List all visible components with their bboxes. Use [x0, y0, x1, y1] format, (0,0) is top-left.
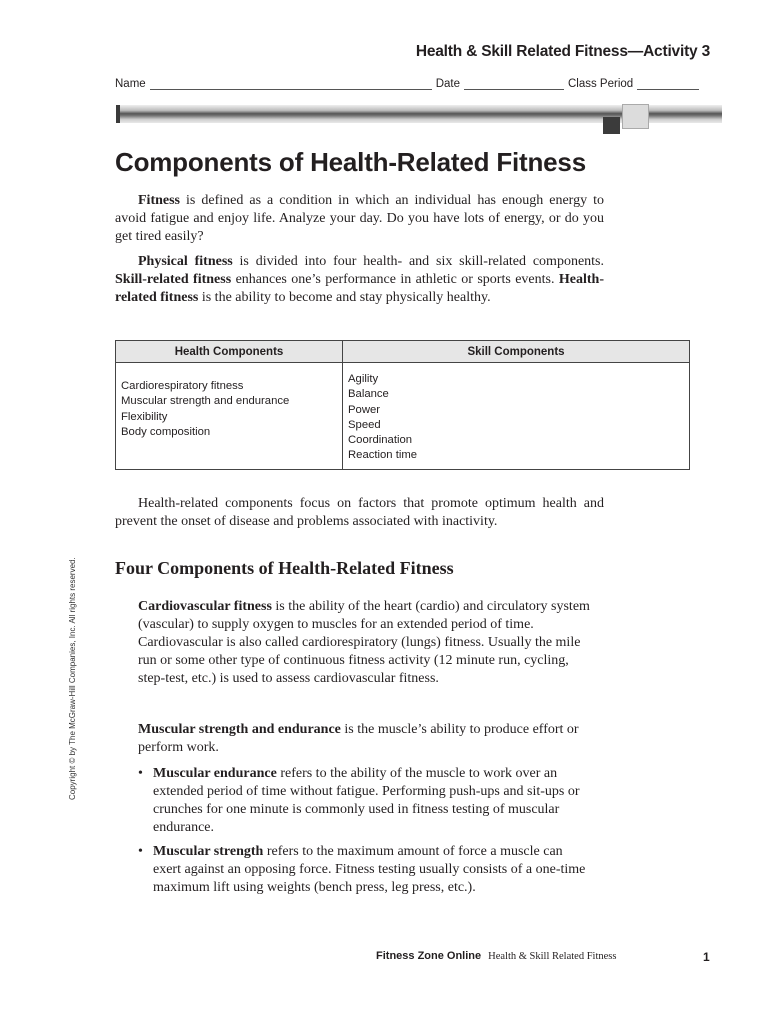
activity-title: Health & Skill Related Fitness—Activity 3	[415, 43, 710, 60]
skill-components-cell	[343, 363, 690, 470]
list-item: Agility	[348, 373, 379, 385]
term-muscular-endurance: Muscular endurance	[153, 766, 277, 781]
term-health-related-fitness: Health-related fitness	[115, 272, 604, 306]
page-footer	[376, 950, 616, 962]
intro-paragraph-2: Physical fitness is divided into four health- and six skill-related components. Skill-related fitness enhances one’s performance in athletic or sports events. Health-related fitness is the ability to become and stay physically healthy.	[115, 254, 605, 306]
cardiovascular-paragraph: Cardiovascular fitness is the ability of the heart (cardio) and circulatory system (vascular) to supply oxygen to muscles for an extended period of time. Cardiovascular is also called cardiorespiratory (lungs) fitness. Usually the mile run or some other type of continuous fitness activity (12 minute run, cycling, step-test, etc.) is used to assess cardiovascular fitness.	[138, 599, 590, 686]
list-item: Coordination	[348, 434, 413, 447]
components-table	[115, 340, 690, 470]
list-item: • Muscular strength refers to the maximum amount of force a muscle can exert against an opposing force. Fitness testing usually consists of a one-time maximum lift using weights (bench press, leg press, etc.).	[138, 844, 586, 895]
term-cardiovascular-fitness: Cardiovascular fitness	[138, 599, 272, 614]
class-period-blank	[637, 80, 699, 90]
list-item: Power	[348, 403, 381, 416]
list-item: Balance	[348, 388, 389, 401]
term-physical-fitness: Physical fitness	[138, 254, 233, 269]
list-item: Body composition	[121, 425, 211, 438]
footer-series: Fitness Zone Online	[376, 950, 482, 962]
section-heading: Four Components of Health-Related Fitness	[115, 558, 454, 578]
term-muscular-strength: Muscular strength	[153, 844, 264, 859]
page-number: 1	[703, 950, 710, 964]
intro-paragraph-1: Fitness is defined as a condition in which an individual has enough energy to avoid fatigue and enjoy life. Analyze your day. Do you have lots of energy, or do you get tired easily?	[115, 193, 604, 245]
list-item: Reaction time	[348, 449, 418, 462]
list-item: Flexibility	[121, 410, 168, 423]
health-components-cell	[116, 363, 343, 470]
copyright-notice: Copyright © by The McGraw-Hill Companies, Inc. All rights reserved.	[68, 557, 77, 800]
health-components-header: Health Components	[116, 341, 343, 363]
page-title: Components of Health-Related Fitness	[115, 147, 586, 177]
term-fitness: Fitness	[138, 193, 180, 208]
footer-book-title: Health & Skill Related Fitness	[488, 951, 617, 962]
class-period-label: Class Period	[567, 78, 634, 90]
term-skill-related-fitness: Skill-related fitness	[115, 272, 232, 288]
date-label: Date	[435, 78, 460, 90]
decorative-light-square	[622, 104, 649, 129]
list-item: Speed	[348, 418, 381, 431]
bullet-icon: •	[138, 766, 143, 781]
skill-components-header: Skill Components	[343, 341, 690, 363]
name-blank	[150, 80, 432, 90]
name-label: Name	[115, 78, 146, 90]
after-table-paragraph: Health-related components focus on factors that promote optimum health and prevent the onset of disease and problems associated with inactivity.	[115, 496, 604, 530]
list-item: Muscular strength and endurance	[121, 395, 290, 408]
date-blank	[464, 80, 564, 90]
term-muscular-strength-endurance: Muscular strength and endurance	[138, 722, 341, 737]
list-item: • Muscular endurance refers to the ability of the muscle to work over an extended period of time without fatigue. Performing push-ups and sit-ups or crunches for one minute is commonly used in fitness testing of muscular endurance.	[138, 766, 580, 835]
bullet-icon: •	[138, 844, 143, 859]
list-item: Cardiorespiratory fitness	[121, 380, 244, 392]
decorative-dark-square	[603, 117, 620, 134]
student-info-line	[115, 78, 710, 90]
muscular-paragraph: Muscular strength and endurance is the muscle’s ability to produce effort or perform work.	[138, 722, 579, 755]
